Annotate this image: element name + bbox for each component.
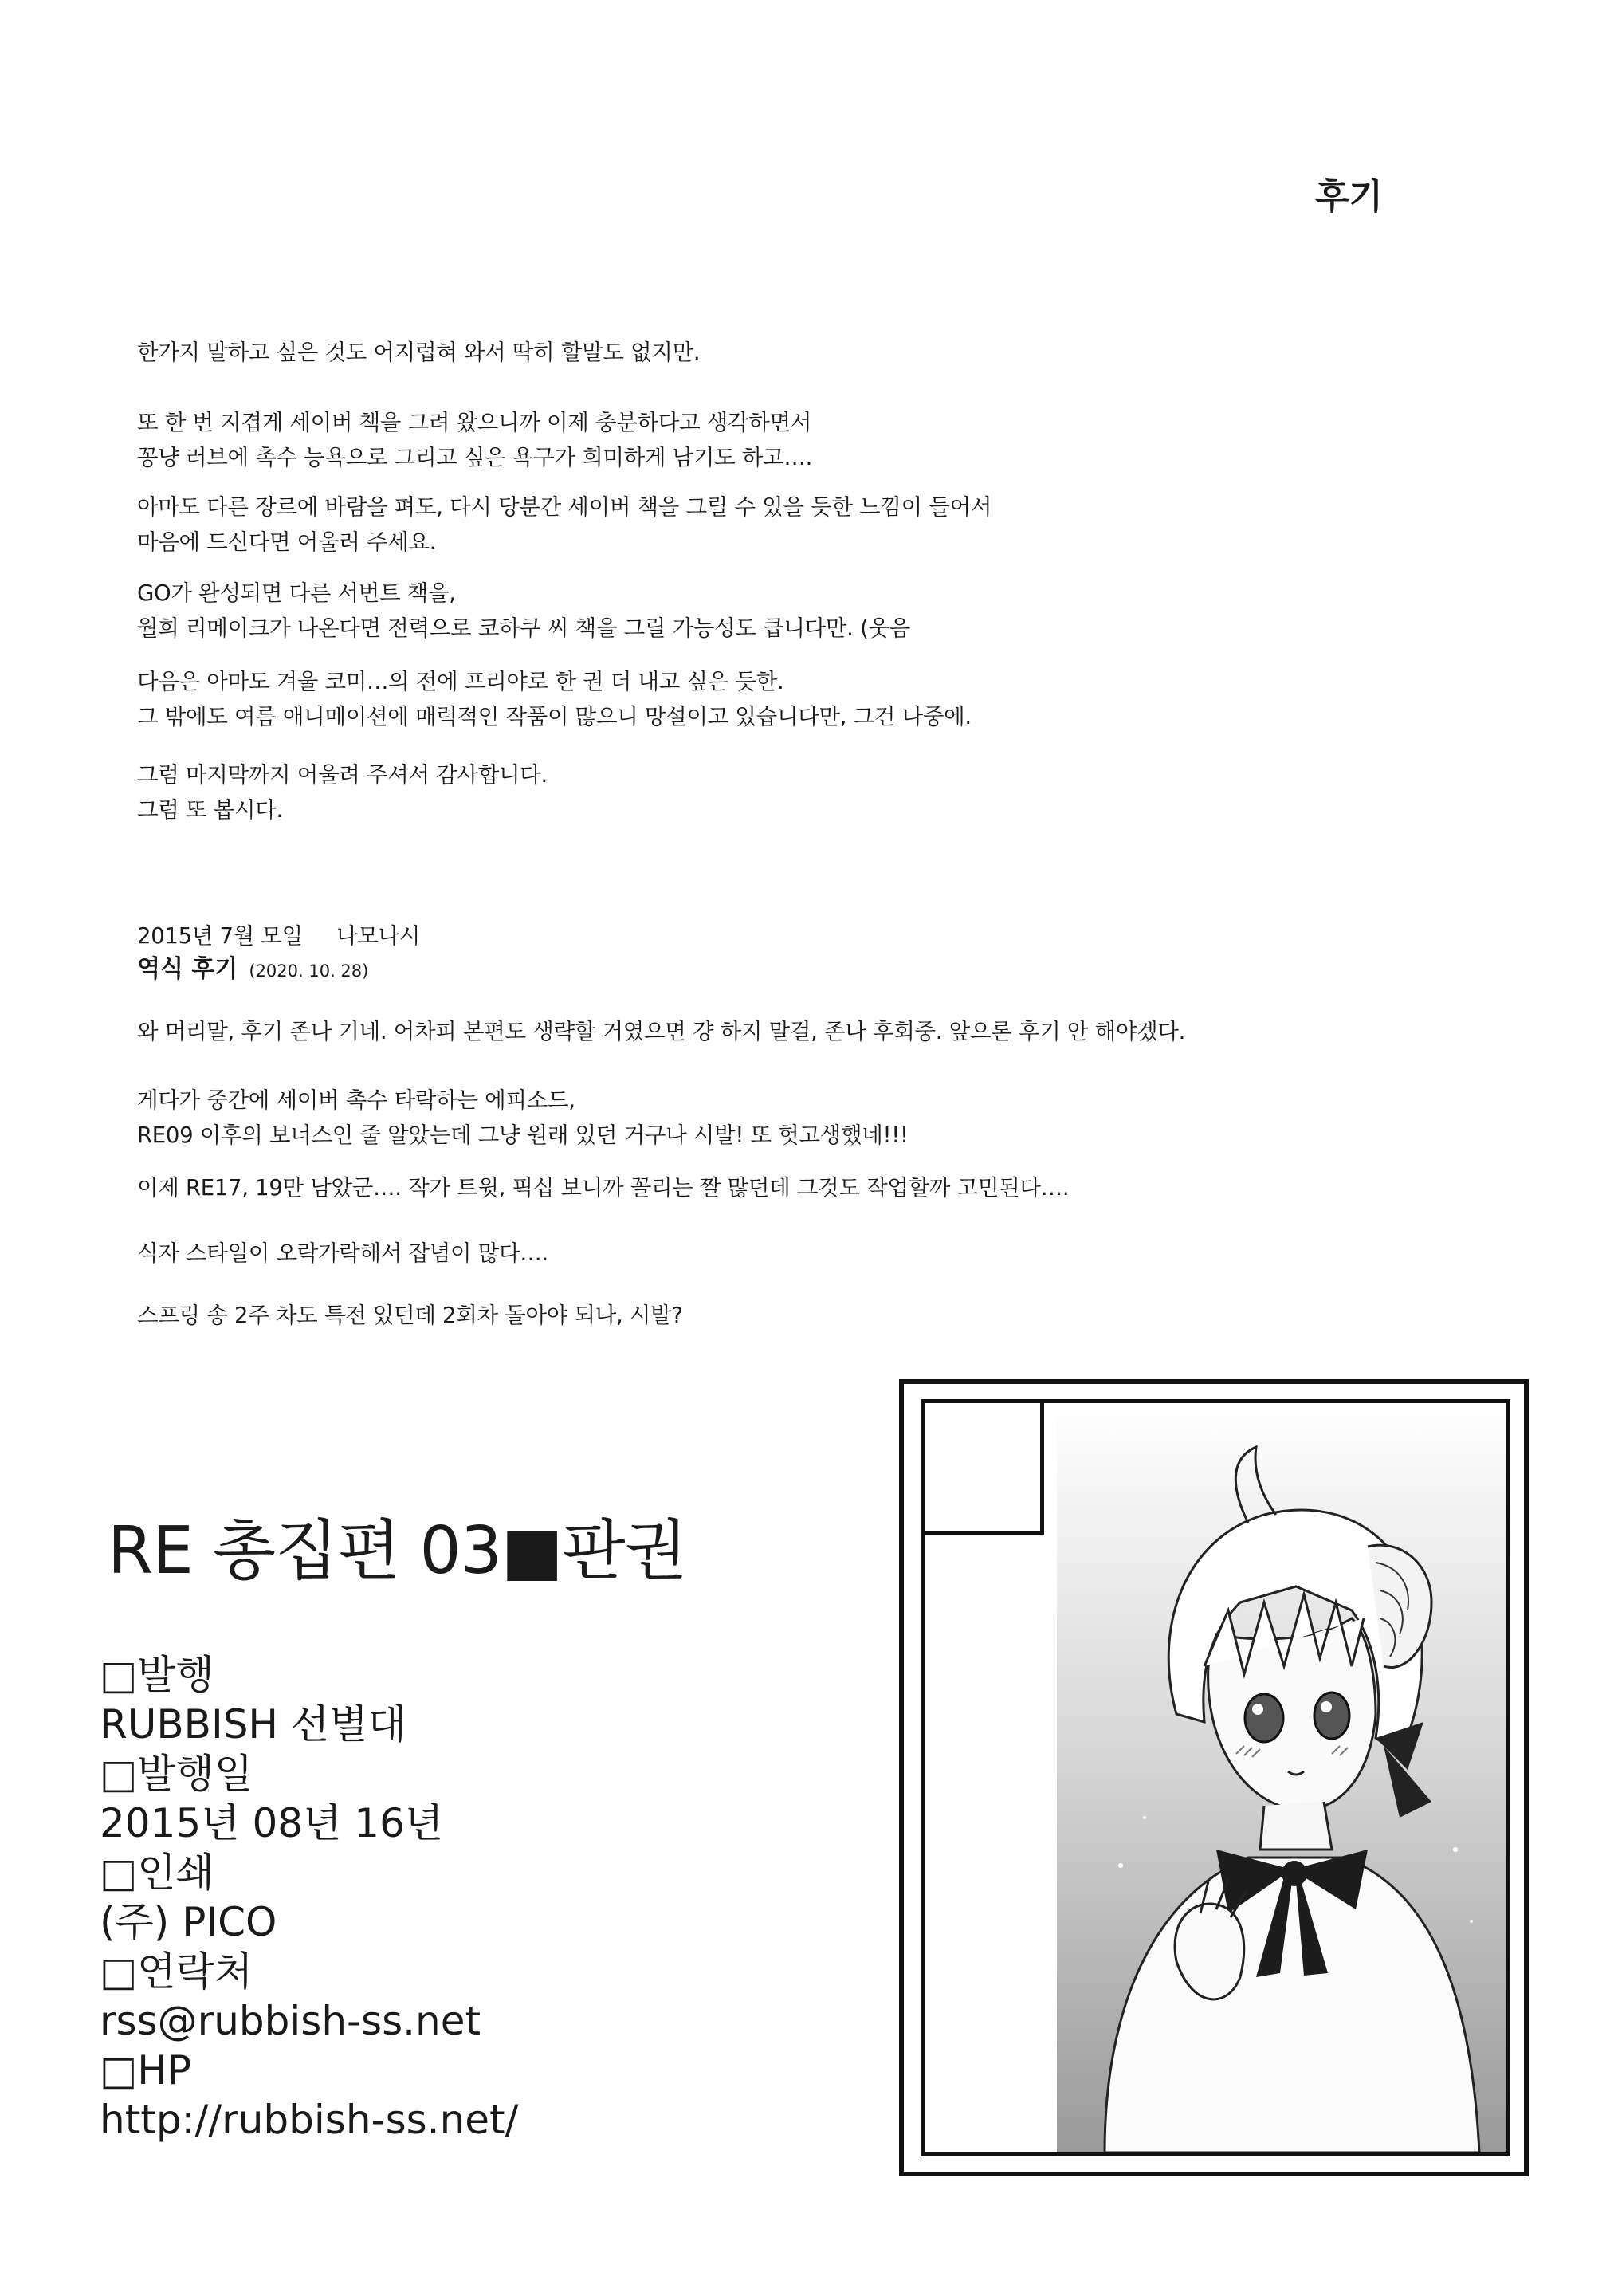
- text-line: 스프링 송 2주 차도 특전 있던데 2회차 돌아야 되나, 시발?: [137, 1303, 683, 1328]
- colophon-title: RE 총집편 03■판권: [108, 1513, 687, 1589]
- homepage-url: http://rubbish-ss.net/: [100, 2097, 519, 2143]
- contact-label: □연락처: [100, 1948, 253, 1995]
- contact-email: rss@rubbish-ss.net: [100, 1998, 481, 2044]
- translator-note-date: (2020. 10. 28): [249, 961, 369, 981]
- homepage-label: □HP: [100, 2047, 191, 2094]
- text-line: GO가 완성되면 다른 서번트 책을,: [137, 580, 456, 606]
- text-line: 마음에 드신다면 어울려 주세요.: [137, 529, 437, 555]
- translator-paragraph-2: [137, 1083, 909, 1153]
- text-line: 또 한 번 지겹게 세이버 책을 그려 왔으니까 이제 충분하다고 생각하면서: [137, 410, 812, 435]
- translator-note-title: [137, 949, 368, 984]
- translator-note-heading: 역식 후기: [137, 955, 238, 983]
- printer-label: □인쇄: [100, 1850, 214, 1896]
- text-line: 그 밖에도 여름 애니메이션에 매력적인 작품이 많으니 망설이고 있습니다만, 그건 나중에.: [137, 704, 972, 729]
- afterword-paragraph-2: [137, 405, 812, 475]
- publisher-label: □발행: [100, 1652, 214, 1698]
- text-line: 월희 리메이크가 나온다면 전력으로 코하쿠 씨 책을 그릴 가능성도 큽니다만. (웃음: [137, 615, 911, 641]
- text-line: 2015년 7월 모일 나모나시: [137, 923, 421, 949]
- afterword-paragraph-4: [137, 576, 910, 646]
- text-line: 그럼 또 봅시다.: [137, 797, 283, 823]
- text-line: 이제 RE17, 19만 남았군…. 작가 트윗, 픽십 보니까 꼴리는 짤 많던데 그것도 작업할까 고민된다….: [137, 1175, 1070, 1201]
- text-line: 그럼 마지막까지 어울려 주셔서 감사합니다.: [137, 762, 548, 788]
- translator-paragraph-3: [137, 1170, 1069, 1205]
- text-line: 식자 스타일이 오락가락해서 잡념이 많다….: [137, 1240, 548, 1266]
- text-line: 아마도 다른 장르에 바람을 펴도, 다시 당분간 세이버 책을 그릴 수 있을 듯한 느낌이 들어서: [137, 494, 992, 520]
- text-line: 게다가 중간에 세이버 촉수 타락하는 에피소드,: [137, 1087, 575, 1113]
- printer-value: (주) PICO: [100, 1899, 277, 1945]
- afterword-paragraph-1: [137, 335, 700, 370]
- text-line: 한가지 말하고 싶은 것도 어지럽혀 와서 딱히 할말도 없지만.: [137, 340, 701, 365]
- text-line: RE09 이후의 보너스인 줄 알았는데 그냥 원래 있던 거구나 시발! 또 헛고생했네!!!: [137, 1122, 909, 1148]
- text-line: 다음은 아마도 겨울 코미…의 전에 프리야로 한 권 더 내고 싶은 듯한.: [137, 669, 784, 694]
- publisher-value: RUBBISH 선별대: [100, 1701, 406, 1748]
- publish-date-value: 2015년 08년 16년: [100, 1800, 444, 1846]
- character-illustration: [1057, 1403, 1506, 2152]
- publish-date-label: □발행일: [100, 1751, 253, 1797]
- colophon-details: [100, 1650, 518, 2145]
- afterword-title: 후기: [1315, 176, 1384, 217]
- text-line: 와 머리말, 후기 존나 기네. 어차피 본편도 생략할 거였으면 걍 하지 말걸, 존나 후회중. 앞으론 후기 안 해야겠다.: [137, 1019, 1186, 1044]
- afterword-paragraph-3: [137, 489, 992, 560]
- afterword-paragraph-6: [137, 757, 548, 828]
- frame-corner-box: [921, 1399, 1044, 1535]
- translator-paragraph-1: [137, 1014, 1185, 1049]
- text-line: 꽁냥 러브에 촉수 능욕으로 그리고 싶은 욕구가 희미하게 남기도 하고….: [137, 445, 813, 470]
- afterword-paragraph-5: [137, 664, 972, 734]
- translator-paragraph-4: [137, 1236, 548, 1271]
- translator-paragraph-5: [137, 1298, 683, 1333]
